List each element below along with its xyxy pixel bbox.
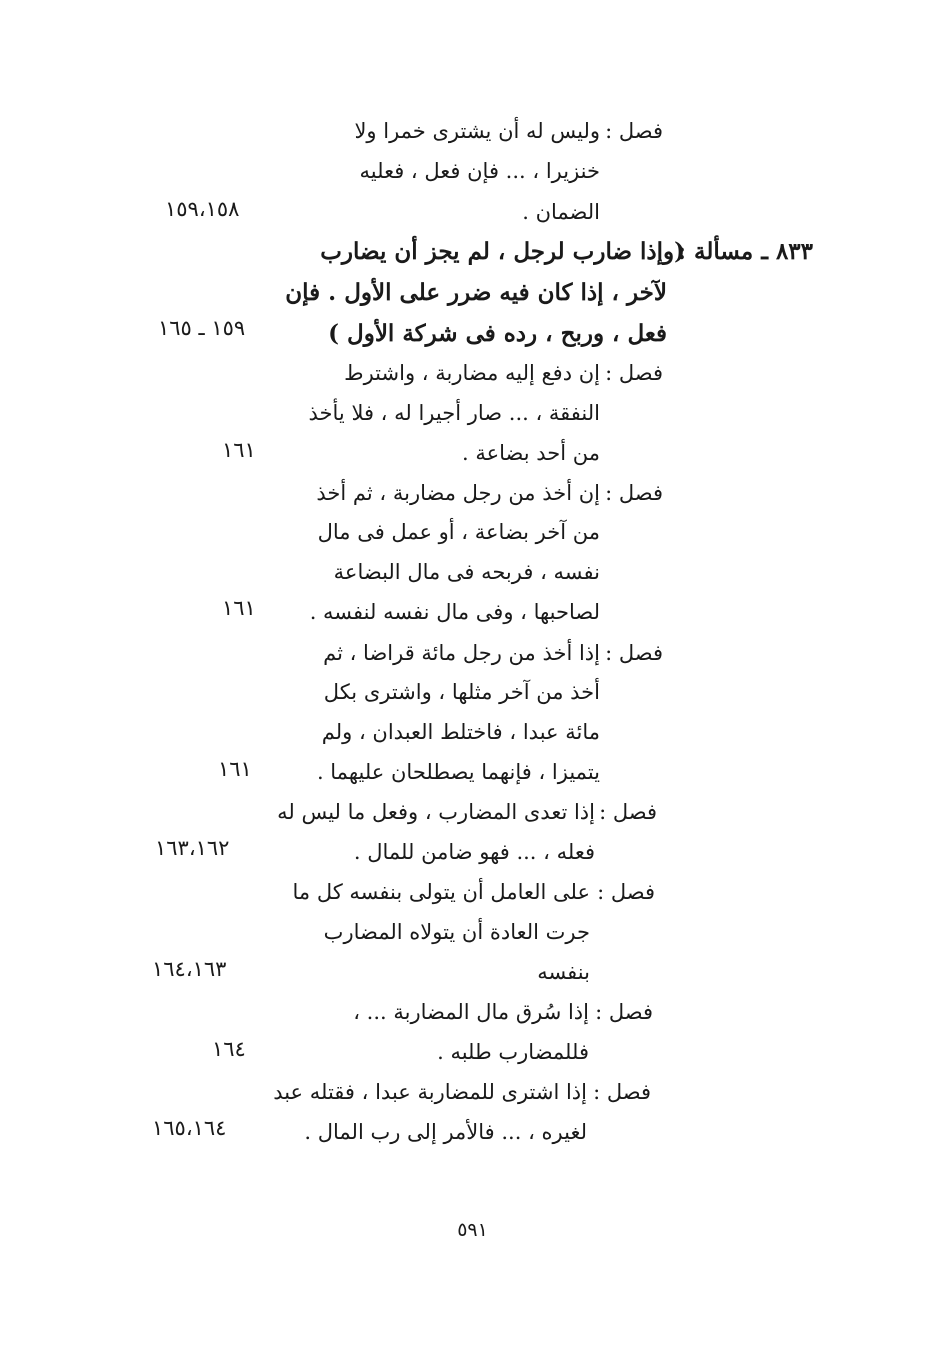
entry-text-line: على العامل أن يتولى بنفسه كل ما [292, 880, 590, 904]
entry-text-line: جرت العادة أن يتولاه المضارب [323, 920, 590, 944]
entry-text-line: إذا تعدى المضارب ، وفعل ما ليس له [277, 800, 595, 824]
page-reference: ١٦٥،١٦٤ [152, 1116, 227, 1140]
entry-text-line: مائة عبدا ، فاختلط العبدان ، ولم [321, 720, 600, 744]
page-reference: ١٦٤ [212, 1037, 246, 1061]
entry-text-line: لغيره ، ... فالأمر إلى رب المال . [304, 1120, 587, 1144]
entry-text-line: إذا اشترى للمضاربة عبدا ، فقتله عبد [273, 1080, 587, 1104]
entry-text-line: إذا أخذ من رجل مائة قراضا ، ثم [323, 641, 600, 665]
masala-text-line: لآخر ، إذا كان فيه ضرر على الأول . فإن [285, 279, 667, 306]
entry-text-line: الضمان . [522, 200, 600, 224]
entry-label: فصل : [597, 880, 655, 904]
page-reference: ١٥٩،١٥٨ [165, 197, 240, 221]
entry-text-line: إذا سُرق مال المضاربة ... ، [353, 1000, 589, 1024]
entry-text-line: فللمضارب طلبه . [437, 1040, 589, 1064]
entry-label: فصل : [599, 800, 657, 824]
masala-label: ٨٣٣ ـ مسألة : [677, 238, 813, 265]
entry-text-line: أخذ من آخر مثلها ، واشترى بكل [323, 680, 600, 704]
entry-text-line: بنفسه [537, 960, 590, 984]
page-reference: ١٦٣،١٦٢ [155, 836, 230, 860]
entry-text-line: لصاحبها ، وفى مال نفسه لنفسه . [309, 600, 600, 624]
entry-text-line: إن أخذ من رجل مضاربة ، ثم أخذ [316, 481, 600, 505]
page-reference: ١٦١ [218, 757, 252, 781]
entry-label: فصل : [595, 1000, 653, 1024]
entry-text-line: من آخر بضاعة ، أو عمل فى مال [317, 520, 600, 544]
entry-text-line: إن دفع إليه مضاربة ، واشترط [344, 361, 600, 385]
page-reference: ١٥٩ ـ ١٦٥ [158, 316, 246, 340]
entry-text-line: وليس له أن يشترى خمرا ولا [354, 119, 600, 143]
entry-label: فصل : [605, 361, 663, 385]
entry-text-line: من أحد بضاعة . [461, 441, 600, 465]
entry-label: فصل : [593, 1080, 651, 1104]
page-reference: ١٦١ [222, 438, 256, 462]
page-reference: ١٦١ [222, 596, 256, 620]
page-reference: ١٦٤،١٦٣ [152, 957, 227, 981]
entry-text-line: النفقة ، ... صار أجيرا له ، فلا يأخذ [308, 401, 600, 425]
entry-text-line: نفسه ، فربحه فى مال البضاعة [333, 560, 600, 584]
page-number: ٥٩١ [457, 1219, 488, 1241]
entry-text-line: فعله ، ... فهو ضامن للمال . [353, 840, 595, 864]
entry-text-line: خنزيرا ، ... فإن فعل ، فعليه [359, 159, 600, 183]
entry-label: فصل : [605, 641, 663, 665]
masala-text-line: فعل ، وربح ، رده فى شركة الأول ) [328, 320, 667, 347]
entry-label: فصل : [605, 119, 663, 143]
entry-text-line: يتميزا ، فإنهما يصطلحان عليهما . [316, 760, 600, 784]
entry-label: فصل : [605, 481, 663, 505]
masala-text-line: (وإذا ضارب لرجل ، لم يجز أن يضارب [320, 238, 685, 265]
